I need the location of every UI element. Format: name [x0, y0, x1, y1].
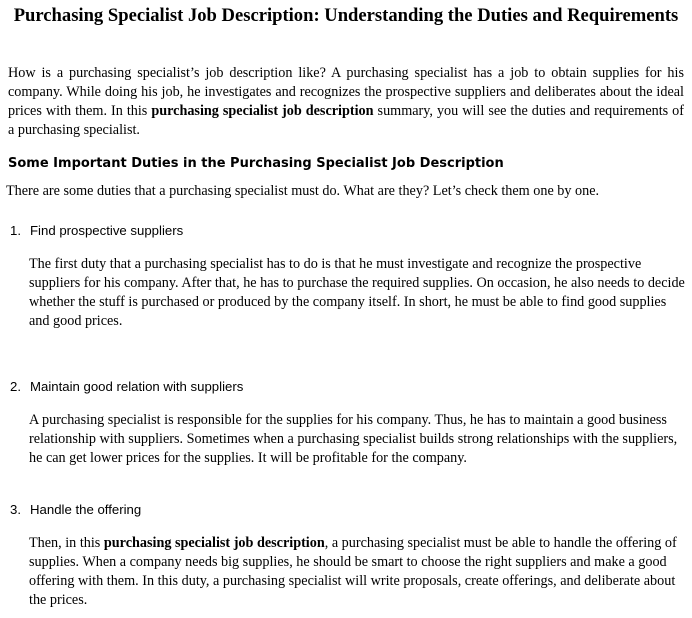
duty-body-3-text-2: , a purchasing specialist must be able to handle the offering of supplies. When a company needs big supplies, he should be smart to choose the right suppliers and make a good offering with them. In this duty, a purchasing specialist will write proposals, create offerings, and deliberate about the prices.	[29, 535, 677, 608]
duty-heading-1	[10, 221, 183, 240]
intro-paragraph	[8, 64, 684, 140]
intro-bold-keyword: purchasing specialist job description	[151, 103, 374, 119]
duty-body-3-text-1: Then, in this	[29, 535, 104, 551]
duty-number-3: 3.	[10, 502, 21, 517]
intro-text-2: summary, you will see the duties and requirements of a purchasing specialist.	[8, 103, 685, 138]
duty-heading-2	[10, 377, 243, 396]
duty-title-2: Maintain good relation with suppliers	[30, 379, 244, 394]
duty-number-2: 2.	[10, 379, 21, 394]
section-intro: There are some duties that a purchasing specialist must do. What are they? Let’s check them one by one.	[6, 183, 600, 199]
intro-text-1: How is a purchasing specialist’s job description like? A purchasing specialist has a job to obtain supplies for his company. While doing his job, he investigates and recognizes the prospective suppliers and deliberates about the ideal prices with them. In this	[8, 65, 684, 119]
duty-body-3	[29, 534, 685, 610]
duty-body-2: A purchasing specialist is responsible for the supplies for his company. Thus, he has to maintain a good business relationship with suppliers. Sometimes when a purchasing specialist builds strong relationships with the suppliers, he can get lower prices for the supplies. It will be profitable for the company.	[29, 412, 678, 466]
section-heading: Some Important Duties in the Purchasing Specialist Job Description	[8, 156, 504, 171]
duty-body-1: The first duty that a purchasing specialist has to do is that he must investigate and recognize the prospective suppliers for his company. After that, he has to purchase the required supplies. On occasion, he also needs to decide whether the stuff is purchased or produced by the company itself. In short, he must be able to find good supplies and good prices.	[29, 256, 685, 329]
duty-title-3: Handle the offering	[30, 502, 142, 517]
duty-title-1: Find prospective suppliers	[30, 223, 184, 238]
duty-number-1: 1.	[10, 223, 21, 238]
duty-heading-3	[10, 500, 141, 519]
duty-body-3-bold-keyword: purchasing specialist job description	[103, 535, 325, 551]
page-title: Purchasing Specialist Job Description: Understanding the Duties and Requirements	[13, 5, 679, 26]
